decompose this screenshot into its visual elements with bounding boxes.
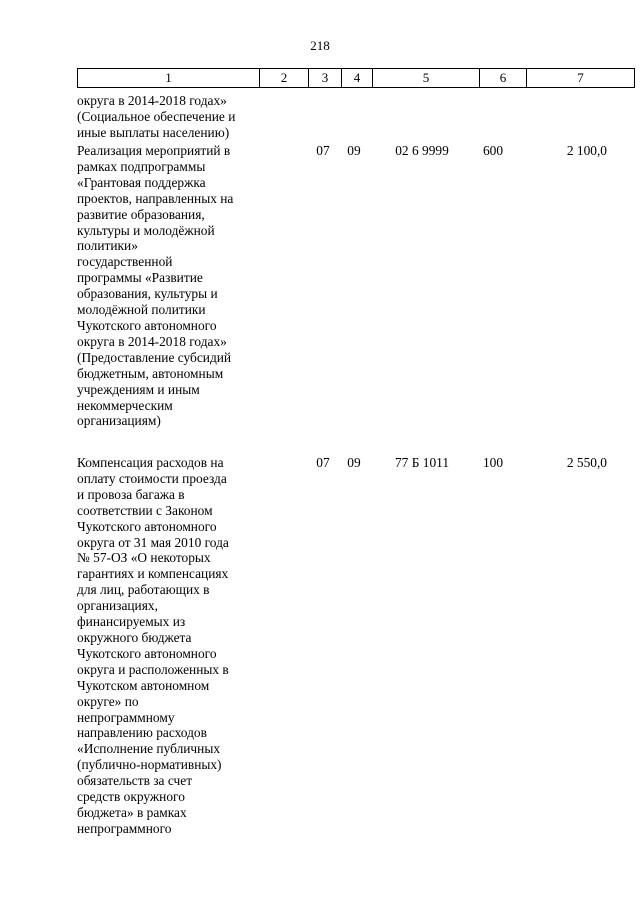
cell-target-code: 02 6 9999 bbox=[395, 143, 449, 158]
cell-subsection: 09 bbox=[347, 455, 361, 470]
column-header-table bbox=[77, 68, 635, 88]
row-description: Реализация мероприятий в рамках подпрограммы «Грантовая поддержка проектов, направленных на развитие образования, культуры и молодёжной политики» государственной программы «Развитие образования, культуры и молодёжной политики Чукотского автономного округа в 2014-2018 годах» (Предоставление субсидий бюджетным, автономным учреждениям и иным некоммерческим организациям) bbox=[77, 143, 234, 429]
column-header-5: 5 bbox=[373, 69, 480, 88]
column-header-1: 1 bbox=[78, 69, 260, 88]
cell-amount: 2 100,0 bbox=[566, 143, 607, 158]
row-description: округа в 2014-2018 годах» (Социальное обеспечение и иные выплаты населению) bbox=[77, 93, 236, 140]
cell-expense-type: 100 bbox=[482, 455, 504, 470]
cell-expense-type: 600 bbox=[482, 143, 504, 158]
column-header-2: 2 bbox=[260, 69, 309, 88]
cell-subsection: 09 bbox=[347, 143, 361, 158]
column-header-7: 7 bbox=[527, 69, 635, 88]
column-header-6: 6 bbox=[480, 69, 527, 88]
page-number: 218 bbox=[310, 38, 330, 53]
column-header-4: 4 bbox=[342, 69, 373, 88]
column-header-row bbox=[78, 69, 635, 88]
cell-amount: 2 550,0 bbox=[566, 455, 607, 470]
row-description: Компенсация расходов на оплату стоимости проезда и провоза багажа в соответствии с Законом Чукотского автономного округа от 31 мая 2010 года № 57-ОЗ «О некоторых гарантиях и компенсациях для лиц, работающих в организациях, финансируемых из окружного бюджета Чукотского автономного округа и расположенных в Чукотском автономном округе» по непрограммному направлению расходов «Исполнение публичных (публично-нормативных) обязательств за счет средств окружного бюджета» в рамках непрограммного bbox=[77, 455, 229, 836]
cell-target-code: 77 Б 1011 bbox=[394, 455, 450, 470]
cell-section: 07 bbox=[316, 143, 330, 158]
cell-section: 07 bbox=[316, 455, 330, 470]
column-header-3: 3 bbox=[309, 69, 342, 88]
